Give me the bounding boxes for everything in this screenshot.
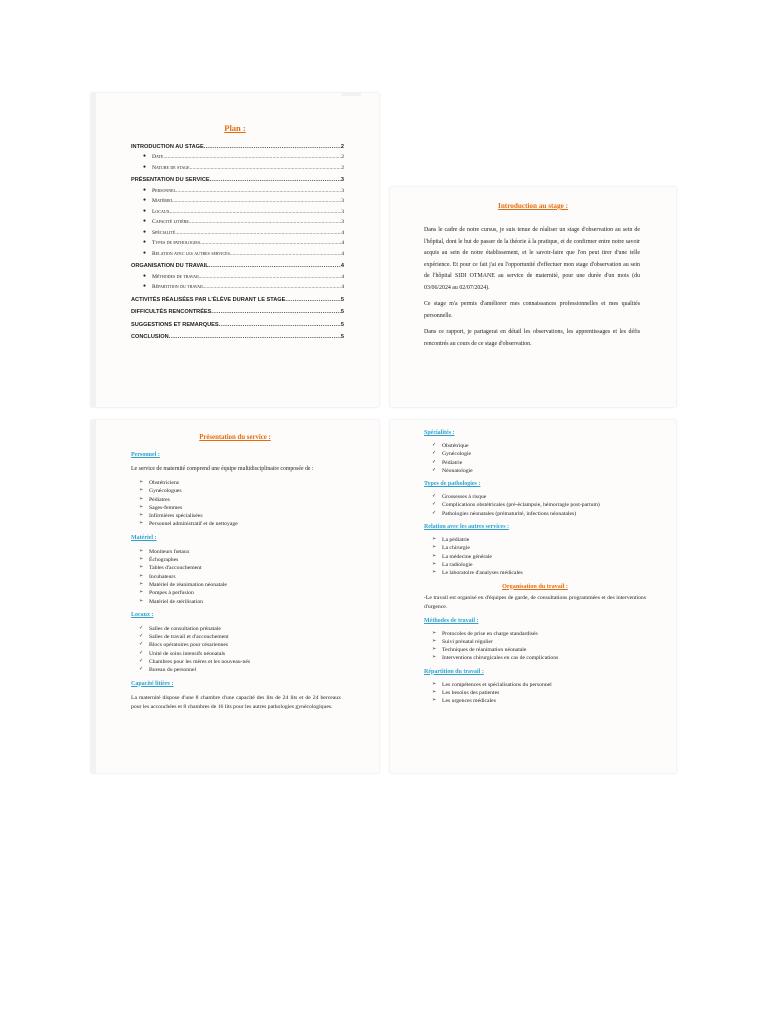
list-item <box>432 501 646 509</box>
check-icon: ✓ <box>139 634 144 640</box>
list-item <box>432 646 646 654</box>
arrow-bullet-icon: ➢ <box>432 630 437 636</box>
list-item <box>139 512 341 520</box>
toc-subentry-label: Spécialité <box>152 229 176 236</box>
toc-leader <box>210 177 341 183</box>
toc-entry-label: ACTIVITÉS RÉALISÉES PAR L'ÉLÈVE DURANT LE STAGE <box>131 296 286 303</box>
toc-entry <box>131 177 344 183</box>
list-item <box>139 625 341 633</box>
arrow-bullet-icon: ➢ <box>432 681 437 687</box>
list-item-text: Tables d'accouchement <box>149 565 202 572</box>
bullet-icon: ● <box>143 198 147 203</box>
list-item-text: Suivi prénatal régulier <box>442 638 493 645</box>
list-item-text: Le laboratoire d'analyses médicales <box>442 570 523 577</box>
toc-leader <box>204 144 341 150</box>
toc-subentry-page: 4 <box>341 240 344 246</box>
capacite-text: La maternité dispose d'une 8 chambre d'une capacité des lits de 24 lits et de 24 berceaux pour les accouchées et 8 chambres de 16 lits pour les autres pathologies gynécologiques. <box>131 694 341 710</box>
capacite-heading: Capacité litière : <box>131 680 174 687</box>
page-presentation <box>91 420 379 773</box>
page-fold <box>341 93 361 96</box>
personnel-heading: Personnel : <box>131 452 160 458</box>
toc-entry-page: 5 <box>340 321 344 328</box>
list-item-text: Unité de soins intensifs néonatals <box>149 650 226 657</box>
toc-leader <box>175 230 341 236</box>
toc-entry <box>131 144 344 150</box>
toc-subentry-page: 2 <box>341 154 344 160</box>
toc-subentry <box>131 198 344 204</box>
arrow-bullet-icon: ➢ <box>139 565 144 571</box>
methodes-list <box>432 630 646 663</box>
toc-leader <box>204 284 341 290</box>
list-item <box>432 467 646 475</box>
list-item-text: Pompes à perfusion <box>149 590 194 597</box>
list-item <box>139 666 341 674</box>
list-item-text: Pathologies néonatales (prématurité, infections néonatales) <box>442 510 577 517</box>
bullet-icon: ● <box>143 284 147 289</box>
toc-subentry <box>131 188 344 194</box>
check-icon: ✓ <box>139 642 144 648</box>
repartition-heading: Répartition du travail : <box>424 668 484 675</box>
check-icon: ✓ <box>139 650 144 656</box>
arrow-bullet-icon: ➢ <box>139 598 144 604</box>
list-item-text: Protocoles de prise en charge standardisés <box>442 630 538 637</box>
bullet-icon: ● <box>143 154 147 159</box>
toc-subentry <box>131 274 344 280</box>
introduction-paragraph: Dans ce rapport, je partagerai en détail les observations, les apprentissages et les défis rencontrés au cours de ce stage d'observation. <box>424 329 640 347</box>
materiel-heading: Matériel : <box>131 534 157 541</box>
list-item-text: Matériel de réanimation néonatale <box>149 581 227 588</box>
list-item-text: Obstétrique <box>442 443 469 449</box>
list-item <box>139 496 341 504</box>
toc-entry-page: 5 <box>340 334 344 340</box>
list-item <box>432 510 646 518</box>
check-icon: ✓ <box>432 443 437 448</box>
list-item-text: La chirurgie <box>442 545 470 552</box>
list-item-text: Techniques de réanimation néonatale <box>442 647 527 654</box>
list-item <box>432 681 646 689</box>
toc-leader <box>190 165 342 171</box>
page-fold <box>91 93 96 407</box>
list-item <box>432 493 646 501</box>
list-item <box>139 487 341 495</box>
arrow-bullet-icon: ➢ <box>432 561 437 567</box>
toc-subentry-label: Personnel <box>152 187 176 194</box>
check-icon: ✓ <box>432 494 437 500</box>
list-item-text: Les besoins des patientes <box>442 690 500 697</box>
list-item <box>139 479 341 487</box>
toc-leader <box>189 219 341 225</box>
list-item <box>432 553 646 561</box>
check-icon: ✓ <box>139 659 144 665</box>
list-item-text: Salles de consultation prénatale <box>149 625 221 632</box>
toc-subentry-label: Date <box>152 154 164 160</box>
toc-subentry-page: 2 <box>341 164 344 171</box>
toc-leader <box>170 209 342 215</box>
list-item-text: Matériel de stérilisation <box>149 598 204 605</box>
check-icon: ✓ <box>432 510 437 516</box>
check-icon: ✓ <box>432 502 437 508</box>
toc-subentry-page: 3 <box>341 198 344 204</box>
toc-subentry <box>131 240 344 246</box>
list-item-text: Blocs opératoires pour césariennes <box>149 642 229 649</box>
toc-subentry <box>131 219 344 225</box>
toc-subentry-label: Types de pathologies <box>152 240 201 246</box>
bullet-icon: ● <box>143 208 147 214</box>
toc-entry-label: INTRODUCTION AU STAGE <box>131 143 204 150</box>
toc-subentry-page: 3 <box>341 187 344 194</box>
list-item <box>139 520 341 528</box>
bullet-icon: ● <box>143 229 147 235</box>
list-item <box>139 641 341 649</box>
arrow-bullet-icon: ➢ <box>139 548 144 554</box>
toc-leader <box>200 274 341 280</box>
list-item-text: Gynécologues <box>149 488 182 495</box>
toc-entry-label: ORGANISATION DU TRAVAIL <box>131 263 209 269</box>
list-item <box>139 573 341 581</box>
list-item <box>139 650 341 658</box>
arrow-bullet-icon: ➢ <box>139 480 144 485</box>
list-item <box>139 548 341 556</box>
toc-subentry-label: Capacité litière <box>152 219 189 225</box>
organisation-title: Organisation du travail : <box>502 582 568 590</box>
list-item-text: Sages-femmes <box>149 504 183 511</box>
list-item-text: Néonatologie <box>442 467 473 474</box>
toc-subentry <box>131 230 344 236</box>
toc-leader <box>173 198 341 204</box>
toc-subentry-page: 4 <box>341 273 344 280</box>
toc-entry-page: 5 <box>340 309 344 315</box>
toc-subentry-page: 4 <box>341 284 344 290</box>
toc-entry <box>131 297 344 303</box>
toc-subentry-label: Nature de stage <box>152 164 190 171</box>
toc-entry-label: CONCLUSION <box>131 334 169 340</box>
list-item <box>139 658 341 666</box>
check-icon: ✓ <box>432 467 437 473</box>
toc-leader <box>169 334 341 340</box>
list-item-text: Grossesses à risque <box>442 494 487 501</box>
list-item-text: Personnel administratif et de nettoyage <box>149 521 238 528</box>
list-item <box>139 581 341 589</box>
toc-leader <box>209 263 341 269</box>
toc-subentry <box>131 251 344 257</box>
toc-entry <box>131 322 344 328</box>
page-fold <box>91 420 96 773</box>
list-item-text: Incubateurs <box>149 573 176 580</box>
toc-subentry-page: 4 <box>341 229 344 236</box>
check-icon: ✓ <box>139 625 144 631</box>
page-organisation <box>390 420 676 773</box>
bullet-icon: ● <box>143 164 147 170</box>
presentation-title: Présentation du service : <box>199 434 271 441</box>
list-item-text: Bureau du personnel <box>149 667 197 674</box>
list-item <box>432 654 646 662</box>
list-item <box>432 697 646 705</box>
check-icon: ✓ <box>432 459 437 465</box>
materiel-list <box>139 548 341 606</box>
list-item <box>432 544 646 552</box>
arrow-bullet-icon: ➢ <box>432 545 437 551</box>
arrow-bullet-icon: ➢ <box>139 581 144 587</box>
list-item <box>432 450 646 458</box>
specialites-heading: Spécialités : <box>424 430 455 436</box>
methodes-heading: Méthodes de travail : <box>424 617 479 624</box>
toc-entry-page: 2 <box>340 143 344 150</box>
toc-entry-page: 5 <box>340 296 344 303</box>
personnel-intro: Le service de maternité comprend une équipe multidisciplinaire composée de : <box>131 466 314 472</box>
list-item-text: Les urgences médicales <box>442 698 496 705</box>
toc-entry-label: SUGGESTIONS ET REMARQUES <box>131 321 219 328</box>
toc-entry <box>131 309 344 315</box>
arrow-bullet-icon: ➢ <box>432 690 437 696</box>
toc-entry <box>131 263 344 269</box>
table-of-contents <box>131 137 344 340</box>
toc-subentry-page: 3 <box>341 219 344 225</box>
toc-subentry <box>131 284 344 290</box>
toc-subentry-page: 4 <box>341 250 344 257</box>
list-item-text: Échographes <box>149 557 179 564</box>
list-item-text: Complications obstétricales (pré-éclampsie, hémorragie post-partum) <box>442 502 600 509</box>
introduction-paragraph: Dans le cadre de notre cursus, je suis tenue de réaliser un stage d'observation au sein de l'hôpital, dont le but de passer de la théorie à la pratique, et de confirmer entre notre savoir acquis au sein de notre établissement, et le savoir-faire que l'on peut tirer d'une telle expérience. Et pour ce fait j'ai eu l'opportunité d'effectuer mon stage d'observation au sein de l'hôpital SIDI OTMANE au service de maternité, pour une durée d'un mois (du 03/06/2024 au 02/07/2024). <box>424 227 640 291</box>
list-item-text: La radiologie <box>442 561 473 568</box>
toc-subentry-label: Relation avec les autres services <box>152 250 230 257</box>
arrow-bullet-icon: ➢ <box>432 570 437 576</box>
introduction-title: Introduction au stage : <box>498 202 568 210</box>
list-item-text: La médecine générale <box>442 553 492 560</box>
arrow-bullet-icon: ➢ <box>139 521 144 527</box>
toc-subentry-label: Répartition du travail <box>152 284 204 290</box>
relation-heading: Relation avec les autres services : <box>424 524 510 531</box>
toc-entry-label: DIFFICULTÉS RENCONTRÉES <box>131 309 212 315</box>
personnel-list <box>139 479 341 529</box>
bullet-icon: ● <box>143 219 147 224</box>
toc-subentry-label: Matériel <box>152 198 174 204</box>
arrow-bullet-icon: ➢ <box>432 553 437 559</box>
specialites-list <box>432 442 646 475</box>
list-item <box>139 564 341 572</box>
toc-leader <box>285 297 341 303</box>
list-item-text: Infirmières spécialisées <box>149 513 203 520</box>
list-item <box>139 504 341 512</box>
arrow-bullet-icon: ➢ <box>432 655 437 661</box>
list-item-text: Les compétences et spécialisations du personnel <box>442 681 552 688</box>
list-item <box>432 442 646 450</box>
arrow-bullet-icon: ➢ <box>139 504 144 510</box>
toc-subentry <box>131 154 344 160</box>
bullet-icon: ● <box>143 187 147 193</box>
toc-subentry <box>131 209 344 215</box>
toc-subentry-label: Locaux <box>152 208 170 215</box>
list-item-text: Pédiatrie <box>442 459 463 466</box>
pathologies-list <box>432 493 646 518</box>
toc-subentry-page: 3 <box>341 208 344 215</box>
list-item <box>139 589 341 597</box>
arrow-bullet-icon: ➢ <box>139 557 144 563</box>
toc-entry <box>131 334 344 340</box>
plan-title: Plan : <box>224 123 246 133</box>
toc-leader <box>219 322 341 328</box>
arrow-bullet-icon: ➢ <box>139 496 144 502</box>
repartition-list <box>432 681 646 706</box>
list-item <box>139 556 341 564</box>
bullet-icon: ● <box>143 250 147 256</box>
locaux-heading: Locaux : <box>131 611 154 618</box>
arrow-bullet-icon: ➢ <box>432 647 437 653</box>
introduction-paragraph: Ce stage m'a permis d'améliorer mes connaissances professionnelles et mes qualités personnelle. <box>424 301 640 319</box>
list-item-text: Interventions chirurgicales en cas de complications <box>442 655 559 662</box>
check-icon: ✓ <box>139 667 144 673</box>
toc-leader <box>211 309 340 315</box>
toc-leader <box>163 154 341 160</box>
toc-subentry <box>131 165 344 171</box>
list-item-text: La pédiatrie <box>442 537 470 544</box>
arrow-bullet-icon: ➢ <box>432 537 437 543</box>
toc-subentry-label: Méthodes de travail <box>152 273 200 280</box>
toc-leader <box>200 240 341 246</box>
list-item-text: Pédiatres <box>149 496 170 503</box>
list-item <box>432 459 646 467</box>
arrow-bullet-icon: ➢ <box>139 573 144 579</box>
list-item <box>432 689 646 697</box>
list-item-text: Obstétriciens <box>149 480 180 486</box>
list-item-text: Salles de travail et d'accouchement <box>149 634 229 641</box>
list-item <box>432 536 646 544</box>
arrow-bullet-icon: ➢ <box>139 488 144 494</box>
locaux-list <box>139 625 341 675</box>
toc-entry-label: PRÉSENTATION DU SERVICE <box>131 177 210 183</box>
toc-leader <box>230 251 341 257</box>
page-plan <box>91 93 379 407</box>
list-item <box>432 561 646 569</box>
organisation-text: -Le travail est organisé en d'équipes de garde, de consultations programmées et des interventions d'urgence. <box>424 594 646 610</box>
list-item <box>432 630 646 638</box>
page-introduction <box>390 187 676 407</box>
toc-entry-page: 3 <box>340 177 344 183</box>
relation-list <box>432 536 646 577</box>
list-item-text: Moniteurs fœtaux <box>149 548 190 555</box>
list-item <box>432 638 646 646</box>
check-icon: ✓ <box>432 451 437 457</box>
arrow-bullet-icon: ➢ <box>432 638 437 644</box>
pathologies-heading: Types de pathologies : <box>424 481 481 488</box>
arrow-bullet-icon: ➢ <box>139 513 144 519</box>
arrow-bullet-icon: ➢ <box>432 698 437 704</box>
toc-leader <box>176 188 341 194</box>
list-item-text: Gynécologie <box>442 451 472 458</box>
list-item <box>139 598 341 606</box>
list-item-text: Chambres pour les mères et les nouveau-nés <box>149 659 251 666</box>
toc-entry-page: 4 <box>340 263 344 269</box>
bullet-icon: ● <box>143 273 147 279</box>
arrow-bullet-icon: ➢ <box>139 590 144 596</box>
list-item <box>139 633 341 641</box>
bullet-icon: ● <box>143 240 147 245</box>
list-item <box>432 569 646 577</box>
